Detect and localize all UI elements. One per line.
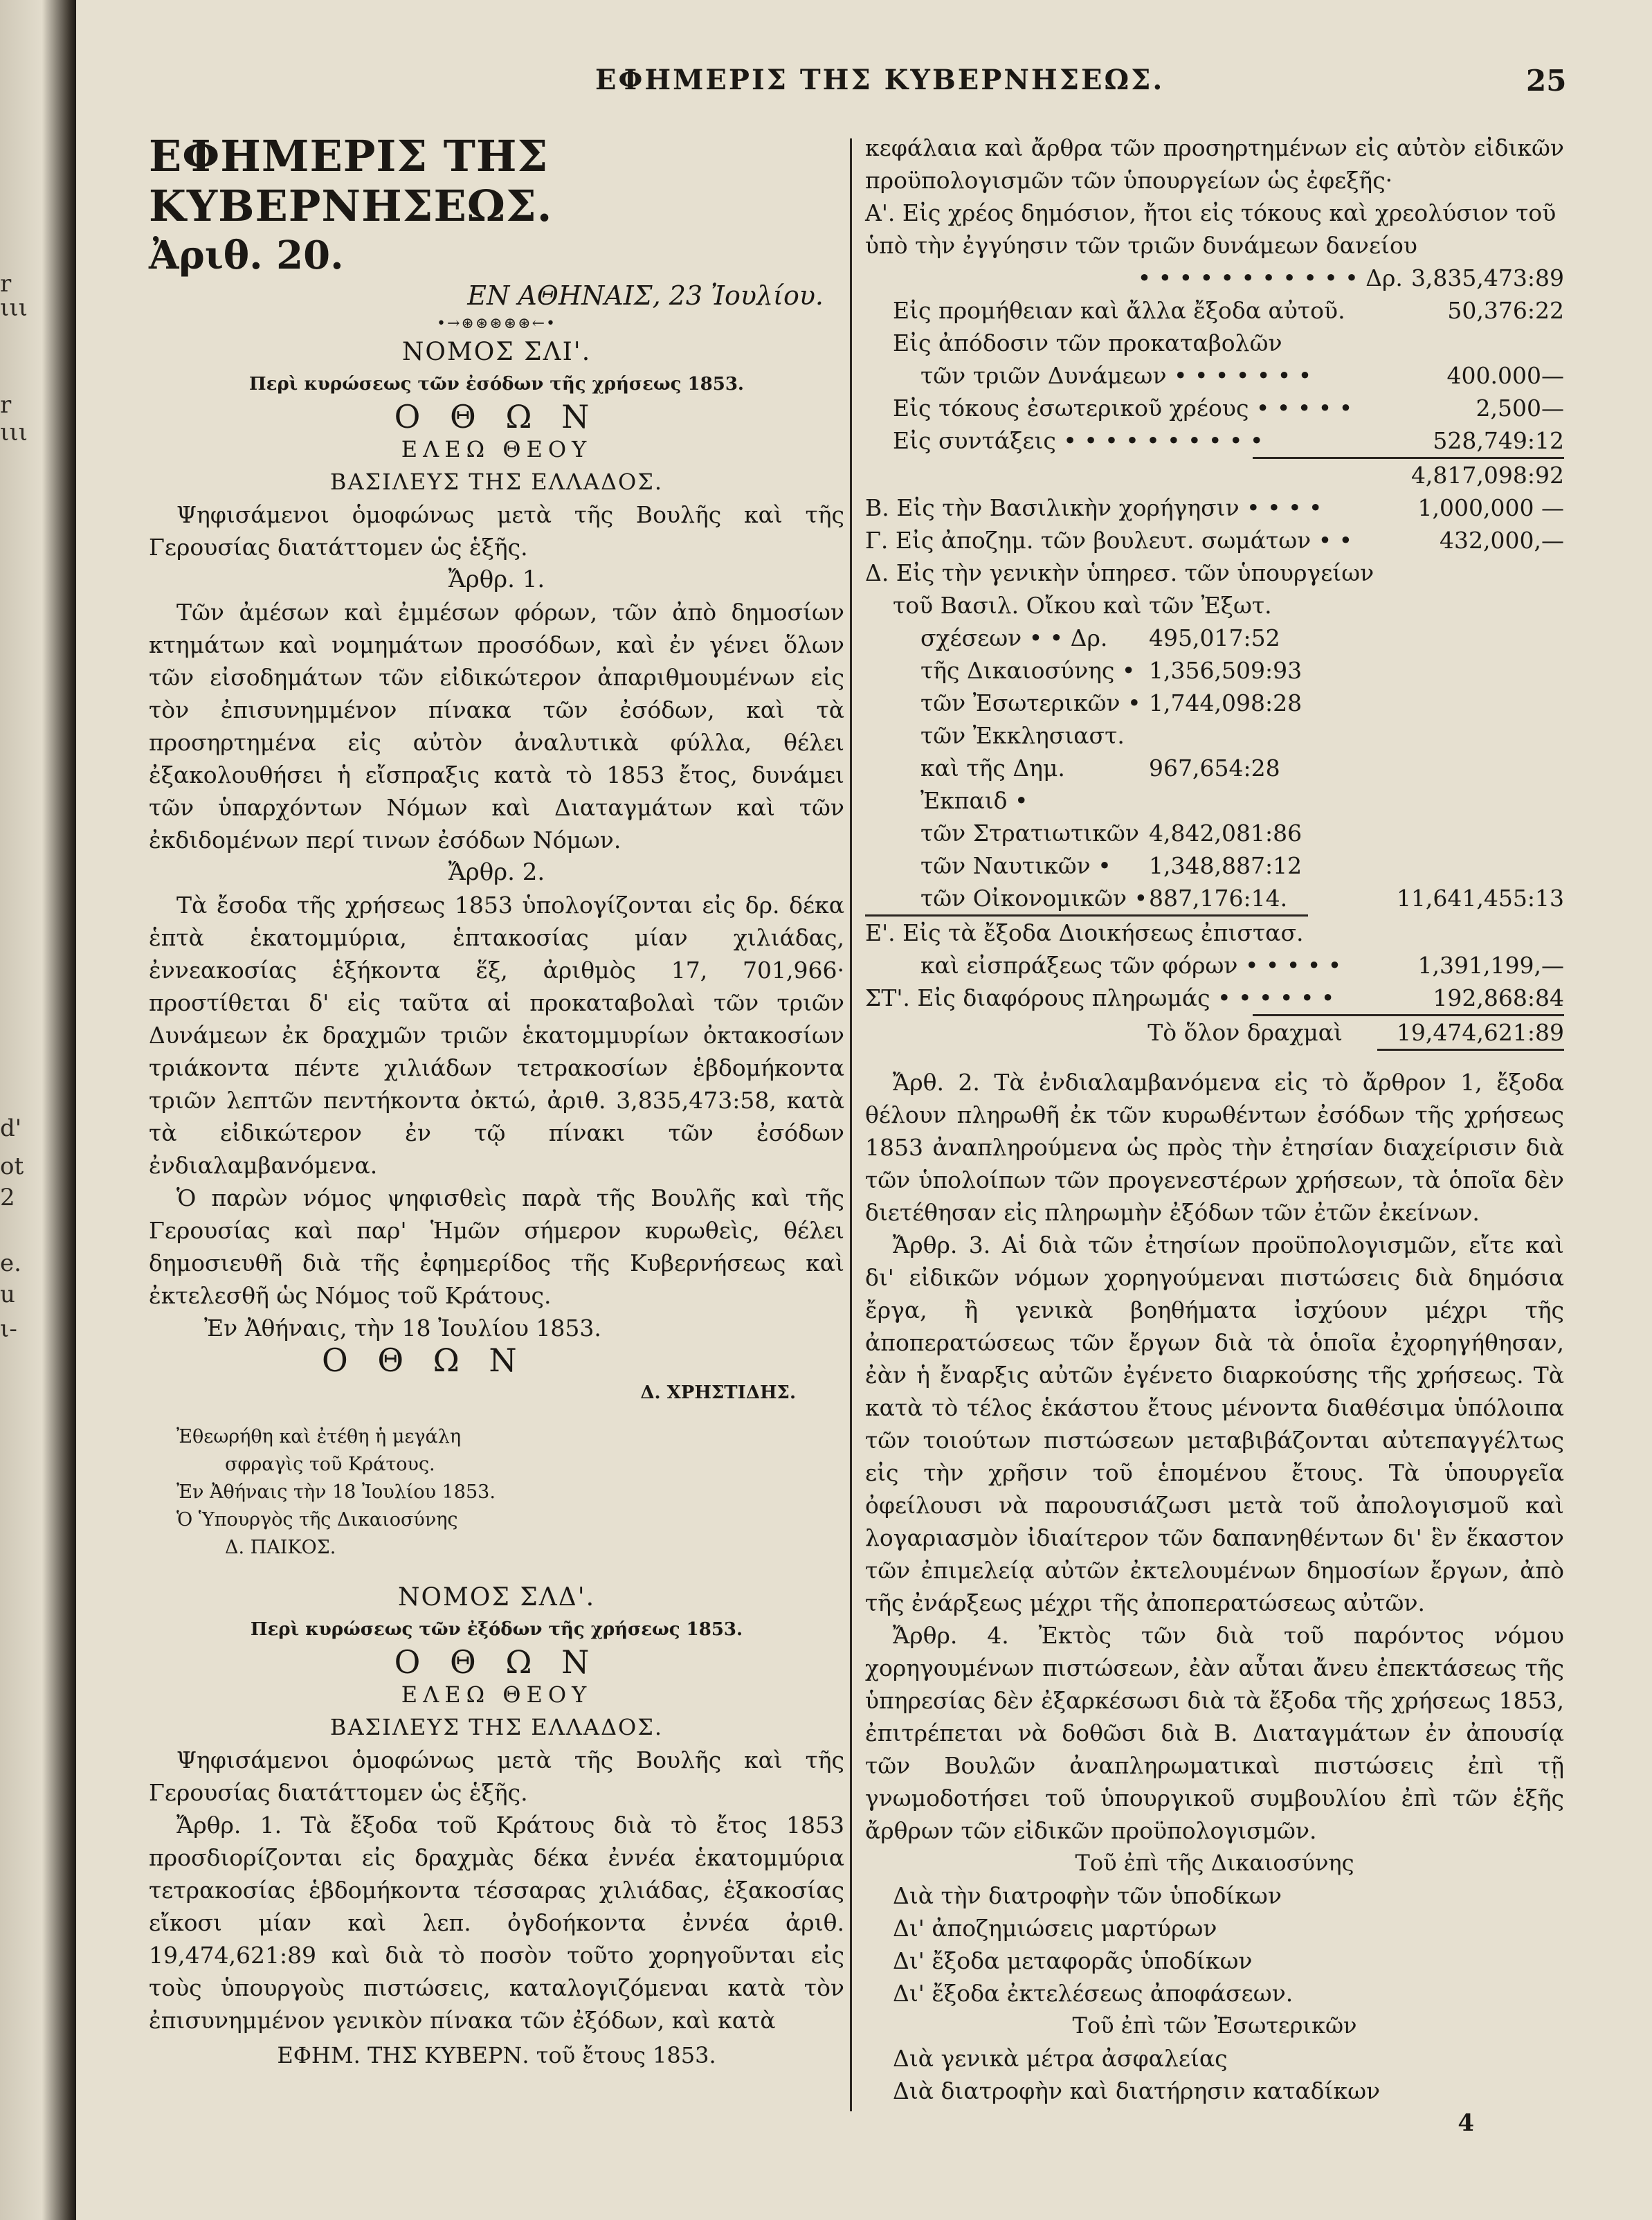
budget-amount: 3,835,473:89 bbox=[1410, 264, 1564, 291]
seal-note: Ἐν Ἀθήναις τὴν 18 Ἰουλίου 1853. bbox=[176, 1481, 496, 1503]
ministry-total bbox=[1350, 752, 1564, 817]
preamble: Ψηφισάμενοι ὁμοφώνως μετὰ τῆς Βουλῆς καὶ τῆς Γερουσίας διατάττομεν ὡς ἑξῆς. bbox=[149, 1747, 844, 1806]
seal-note: Δ. ΠΑΙΚΟΣ. bbox=[225, 1537, 336, 1558]
article-text: κεφάλαια καὶ ἄρθρα τῶν προσηρτημένων εἰς αὐτὸν εἰδικῶν προϋπολογισμῶν τῶν ὑπουργείων ὡς ἐφεξῆς· bbox=[865, 134, 1564, 194]
article-text: Ἄρθ. 2. Τὰ ἐνδιαλαμβανόμενα εἰς τὸ ἄρθρον 1, ἔξοδα θέλουν πληρωθῆ ἐκ τῶν κυρωθέντων ἐσόδων τῆς χρήσεως 1853 ἀναπληρούμενα ὡς πρὸς τὴν ἐτησίαν διαχείρισιν διὰ τῶν ὑπολοίπων τῶν προγενεστέρων χρήσεων, τὰ ὁποῖα δὲν διετέθησαν εἰς πληρωμὴν ἐξόδων τῶν ἐτῶν ἐκείνων. bbox=[865, 1069, 1564, 1226]
margin-fragment: d' bbox=[0, 1114, 22, 1142]
closing-clause: Ὁ παρὼν νόμος ψηφισθεὶς παρὰ τῆς Βουλῆς καὶ τῆς Γερουσίας καὶ παρ' Ἡμῶν σήμερον κυρωθεὶς, θέλει δημοσιευθῆ διὰ τῆς ἐφημερίδος τῆς Κυβερνήσεως καὶ ἐκτελεσθῆ ὡς Νόμος τοῦ Κράτους. bbox=[149, 1184, 844, 1309]
budget-row bbox=[865, 197, 1564, 262]
ministry-heading: Τοῦ ἐπὶ τῆς Δικαιοσύνης bbox=[1075, 1850, 1354, 1876]
margin-fragment: r bbox=[0, 391, 12, 419]
ministry-label: τῶν Στρατιωτικῶν bbox=[920, 820, 1139, 847]
by-grace-of-god: ΕΛΕΩ ΘΕΟΥ bbox=[401, 1681, 592, 1708]
law-subtitle: Περὶ κυρώσεως τῶν ἐσόδων τῆς χρήσεως 1853. bbox=[249, 374, 744, 395]
ministry-row bbox=[865, 687, 1564, 719]
leader-dots: • • • • • • • • • • • Δρ. bbox=[1137, 264, 1403, 291]
budget-row bbox=[865, 424, 1564, 457]
issue-number: Ἀριθ. 20. bbox=[149, 233, 344, 278]
budget-row bbox=[865, 524, 1564, 557]
budget-label: ΣΤ'. Εἰς διαφόρους πληρωμάς • • • • • • bbox=[865, 984, 1335, 1011]
ministry-label: τῶν Οἰκονομικῶν • bbox=[920, 885, 1148, 912]
budget-label: Α'. Εἰς χρέος δημόσιον, ἤτοι εἰς τόκους καὶ χρεολύσιον τοῦ ὑπὸ τὴν ἐγγύησιν τῶν τριῶν δυνάμεων δανείου bbox=[865, 199, 1556, 259]
ministry-total bbox=[1350, 622, 1564, 654]
grand-total-amount: 19,474,621:89 bbox=[1396, 1019, 1564, 1046]
article-heading: Ἄρθρ. 1. bbox=[448, 566, 545, 593]
budget-amount: 400.000— bbox=[1446, 362, 1564, 389]
budget-label: τοῦ Βασιλ. Οἴκου καὶ τῶν Ἐξωτ. bbox=[893, 592, 1272, 619]
margin-fragment: ι- bbox=[0, 1315, 17, 1343]
law-date: Ἐν Ἀθήναις, τὴν 18 Ἰουλίου 1853. bbox=[204, 1315, 601, 1342]
budget-row bbox=[865, 392, 1564, 424]
running-title: ΕΦΗΜΕΡΙΣ ΤΗΣ ΚΥΒΕΡΝΗΣΕΩΣ. bbox=[595, 64, 1165, 96]
ministry-heading: Τοῦ ἐπὶ τῶν Ἐσωτερικῶν bbox=[1072, 2012, 1357, 2039]
seal-note: σφραγὶς τοῦ Κράτους. bbox=[225, 1454, 435, 1475]
credit-item: Δι' ἔξοδα ἐκτελέσεως ἀποφάσεων. bbox=[893, 1980, 1294, 2007]
ministry-row bbox=[865, 719, 1564, 752]
budget-label: Εἰς τόκους ἐσωτερικοῦ χρέους • • • • • bbox=[893, 395, 1353, 422]
ministry-amount: 1,356,509:93 bbox=[1149, 657, 1302, 684]
king-name: Ο Θ Ω Ν bbox=[394, 1643, 599, 1681]
budget-row bbox=[865, 949, 1564, 982]
grand-total-row bbox=[865, 1016, 1564, 1049]
ministry-total bbox=[1350, 849, 1564, 882]
ministry-label: καὶ τῆς Δημ. Ἐκπαιδ • bbox=[920, 755, 1065, 814]
credit-item: Διὰ τὴν διατροφὴν τῶν ὑποδίκων bbox=[893, 1882, 1282, 1909]
budget-row bbox=[865, 491, 1564, 524]
budget-label: Εἰς συντάξεις • • • • • • • • • • bbox=[893, 427, 1264, 454]
article-text: Ἄρθρ. 4. Ἐκτὸς τῶν διὰ τοῦ παρόντος νόμου χορηγουμένων πιστώσεων, ἐὰν αὗται ἄνευ ἐπεκτάσεως τῆς ὑπηρεσίας δὲν ἐξαρκέσωσι διὰ τὰ ἔξοδα τῆς χρήσεως 1853, ἐπιτρέπεται νὰ δοθῶσι διὰ Β. Διαταγμάτων ἐν ἀπουσίᾳ τῶν Βουλῶν ἀναπληρωματικαὶ πιστώσεις ἐπὶ τῇ γνωμοδοτήσει τοῦ ὑπουργικοῦ συμβουλίου ἐπὶ τῶν ἑξῆς ἄρθρων τῶν εἰδικῶν προϋπολογισμῶν. bbox=[865, 1622, 1564, 1844]
ministry-amount bbox=[1149, 719, 1350, 752]
page-number: 25 bbox=[1526, 64, 1567, 98]
budget-label: Δ. Εἰς τὴν γενικὴν ὑπηρεσ. τῶν ὑπουργείων bbox=[865, 559, 1374, 586]
margin-fragment: r bbox=[0, 270, 12, 298]
budget-label: καὶ εἰσπράξεως τῶν φόρων • • • • • bbox=[920, 952, 1342, 979]
budget-label: τῶν τριῶν Δυνάμεων • • • • • • • bbox=[920, 362, 1312, 389]
credit-item: Δι' ἀποζημιώσεις μαρτύρων bbox=[893, 1915, 1217, 1942]
article-text: Τὰ ἔσοδα τῆς χρήσεως 1853 ὑπολογίζονται εἰς δρ. δέκα ἑπτὰ ἑκατομμύρια, ἑπτακοσίας μίαν χιλιάδας, ἐννεακοσίας ἑξήκοντα ἕξ, ἀριθμὸς 17, 701,966· προστίθεται δ' εἰς ταῦτα αἱ προκαταβολαὶ τῶν τριῶν Δυνάμεων ἐκ δραχμῶν τριῶν ἑκατομμυρίων ὀκτακοσίων τριάκοντα πέντε χιλιάδων τετρακοσίων ἑβδομήκοντα τριῶν λεπτῶν πεντήκοντα ὀκτώ, ἀριθ. 3,835,473:58, κατὰ τὰ εἰδικώτερον ἐν τῷ πίνακι τῶν ἐσόδων ἐνδιαλαμβανόμενα. bbox=[149, 892, 844, 1179]
ministry-total: 11,641,455:13 bbox=[1396, 885, 1564, 912]
budget-label: Εἰς προμήθειαν καὶ ἄλλα ἔξοδα αὐτοῦ. bbox=[893, 297, 1345, 324]
ministry-breakdown bbox=[865, 622, 1564, 914]
margin-fragment: ot bbox=[0, 1153, 24, 1180]
ornament-rule: •→⊛⊛⊛⊛⊛←• bbox=[437, 315, 556, 332]
seal-note: Ὁ Ὑπουργὸς τῆς Δικαιοσύνης bbox=[176, 1509, 458, 1531]
margin-fragment: e. bbox=[0, 1249, 21, 1277]
masthead: ΕΦΗΜΕΡΙΣ ΤΗΣ ΚΥΒΕΡΝΗΣΕΩΣ. bbox=[149, 131, 553, 231]
budget-row bbox=[865, 327, 1564, 359]
budget-amount: 1,391,199,— bbox=[1417, 952, 1564, 979]
article-text: Ἄρθρ. 1. Τὰ ἔξοδα τοῦ Κράτους διὰ τὸ ἔτος 1853 προσδιορίζονται εἰς δραχμὰς δέκα ἐννέα ἑκατομμύρια τετρακοσίας ἑβδομήκοντα τέσσαρας χιλιάδας, ἑξακοσίας εἴκοσι μίαν καὶ λεπ. ὀγδοήκοντα ἐννέα ἀριθ. 19,474,621:89 καὶ διὰ τὸ ποσὸν τοῦτο χορηγοῦνται εἰς τοὺς ὑπουργοὺς πιστώσεις, καταλογιζόμεναι κατὰ τὸν ἐπισυνημμένον γενικὸν πίνακα τῶν ἐξόδων, καὶ κατὰ bbox=[149, 1812, 844, 2034]
credit-item: Δι' ἔξοδα μεταφορᾶς ὑποδίκων bbox=[893, 1947, 1253, 1974]
margin-fragment: ιιι bbox=[0, 419, 28, 446]
preamble: Ψηφισάμενοι ὁμοφώνως μετὰ τῆς Βουλῆς καὶ τῆς Γερουσίας διατάττομεν ὡς ἑξῆς. bbox=[149, 501, 844, 561]
ministry-amount: 4,842,081:86 bbox=[1149, 820, 1302, 847]
ministry-total bbox=[1350, 817, 1564, 849]
budget-amount: 2,500— bbox=[1476, 395, 1564, 422]
ministry-total bbox=[1350, 654, 1564, 687]
right-column bbox=[865, 132, 1564, 2140]
ministry-label: σχέσεων • • Δρ. bbox=[920, 624, 1108, 651]
budget-amount: 50,376:22 bbox=[1447, 297, 1564, 324]
left-column bbox=[149, 132, 844, 2072]
ministry-amount: 495,017:52 bbox=[1149, 624, 1280, 651]
ministry-amount: 967,654:28 bbox=[1149, 755, 1280, 782]
budget-row bbox=[865, 294, 1564, 327]
king-name: Ο Θ Ω Ν bbox=[394, 398, 599, 435]
law-subtitle: Περὶ κυρώσεως τῶν ἐξόδων τῆς χρήσεως 1853. bbox=[250, 1619, 743, 1640]
credit-item: Διὰ διατροφὴν καὶ διατήρησιν καταδίκων bbox=[893, 2077, 1381, 2104]
budget-label: Εἰς ἀπόδοσιν τῶν προκαταβολῶν bbox=[893, 330, 1282, 357]
budget-row bbox=[865, 359, 1564, 392]
place-date: ΕΝ ΑΘΗΝΑΙΣ, 23 Ἰουλίου. bbox=[467, 280, 824, 311]
column-divider bbox=[850, 138, 852, 2111]
minister-signature: Δ. ΧΡΗΣΤΙΔΗΣ. bbox=[640, 1382, 796, 1403]
ministry-amount: 1,348,887:12 bbox=[1149, 852, 1302, 879]
law-title: ΝΟΜΟΣ ΣΛΔ'. bbox=[397, 1583, 596, 1612]
ministry-label: τῆς Δικαιοσύνης • bbox=[920, 657, 1136, 684]
budget-row bbox=[865, 262, 1564, 294]
margin-fragment: u bbox=[0, 1281, 15, 1308]
ministry-label: τῶν Ἐκκλησιαστ. bbox=[920, 722, 1125, 749]
budget-amount: 528,749:12 bbox=[1433, 427, 1564, 454]
margin-fragment: ιιι bbox=[0, 294, 28, 322]
margin-fragment: 2 bbox=[0, 1184, 15, 1211]
interior-list bbox=[865, 2042, 1564, 2107]
credit-item: Διὰ γενικὰ μέτρα ἀσφαλείας bbox=[893, 2045, 1228, 2072]
ministry-row bbox=[865, 849, 1564, 882]
grand-total-label: Τὸ ὅλον δραχμαὶ bbox=[1147, 1019, 1343, 1046]
seal-note: Ἐθεωρήθη καὶ ἐτέθη ἡ μεγάλη bbox=[176, 1426, 462, 1447]
ministry-amount: 887,176:14. bbox=[1149, 885, 1288, 912]
ministry-amount: 1,744,098:28 bbox=[1149, 689, 1302, 716]
budget-label: Γ. Εἰς ἀποζημ. τῶν βουλευτ. σωμάτων • • bbox=[865, 527, 1353, 554]
ministry-total bbox=[1350, 687, 1564, 719]
budget-row bbox=[865, 982, 1564, 1014]
article-text: Ἄρθρ. 3. Αἱ διὰ τῶν ἐτησίων προϋπολογισμῶν, εἴτε καὶ δι' εἰδικῶν νόμων χορηγούμεναι πιστώσεις διὰ δημόσια ἔργα, ἢ γενικὰ βοηθήματα ἰσχύουν μέχρι τῆς ἀποπερατώσεως τῶν ἔργων διὰ τὰ ὁποῖα ἐχορηγήθησαν, ἐὰν ἡ ἔναρξις αὐτῶν ἐγένετο διαρκούσης τῆς χρήσεως. Τὰ κατὰ τὸ τέλος ἑκάστου ἔτους μένοντα διαθέσιμα ὑπόλοιπα τῶν τοιούτων πιστώσεων μεταβιβάζονται αὐτεπαγγέλτως εἰς τὴν χρῆσιν τοῦ ἑπομένου ἔτους. Τὰ ὑπουργεῖα ὀφείλουσι νὰ παρουσιάζωσι μετὰ τοῦ ἀπολογισμοῦ καὶ λογαριασμὸν ἰδιαίτερον τῶν δαπανηθέντων δι' ἓν ἕκαστον τῶν ἐπιμελείᾳ αὐτῶν ἐκτελουμένων δημοσίων ἔργων, ἀπὸ τῆς ἐνάρξεως μέχρι τῆς ἀποπερατώσεως αὐτῶν. bbox=[865, 1231, 1564, 1616]
justice-list bbox=[865, 1879, 1564, 2010]
king-signature: Ο Θ Ω Ν bbox=[322, 1342, 527, 1379]
article-text: Τῶν ἀμέσων καὶ ἐμμέσων φόρων, τῶν ἀπὸ δημοσίων κτημάτων καὶ νομημάτων προσόδων, καὶ ἐν γένει ὅλων τῶν εἰσοδημάτων τῶν εἰδικώτερον ἀπαριθμουμένων εἰς τὸν ἐπισυνημμένον πίνακα τῶν ἐσόδων, καὶ τὰ προσηρτημένα εἰς αὐτὸν ἀναλυτικὰ φύλλα, θέλει ἐξακολουθήσει ἡ εἴσπραξις κατὰ τὸ 1853 ἔτος, δυνάμει τῶν ὑπαρχόντων Νόμων καὶ Διαταγμάτων καὶ τῶν ἐκδιδομένων περί τινων ἐσόδων Νόμων. bbox=[149, 599, 844, 854]
ministry-total bbox=[1350, 719, 1564, 752]
subtotal: 4,817,098:92 bbox=[1410, 462, 1564, 489]
article-heading: Ἄρθρ. 2. bbox=[448, 858, 545, 886]
budget-label: Β. Εἰς τὴν Βασιλικὴν χορήγησιν • • • • bbox=[865, 494, 1323, 521]
ministry-row bbox=[865, 752, 1564, 817]
ministry-label: τῶν Ναυτικῶν • bbox=[920, 852, 1111, 879]
by-grace-of-god: ΕΛΕΩ ΘΕΟΥ bbox=[401, 436, 592, 462]
ministry-row bbox=[865, 817, 1564, 849]
budget-amount: 432,000,— bbox=[1440, 527, 1564, 554]
sheet-number: 4 bbox=[1458, 2109, 1474, 2137]
budget-label: Ε'. Εἰς τὰ ἔξοδα Διοικήσεως ἐπιστασ. bbox=[865, 919, 1304, 946]
book-spine bbox=[0, 0, 76, 2220]
ministry-row bbox=[865, 622, 1564, 654]
ministry-row bbox=[865, 654, 1564, 687]
king-title: ΒΑΣΙΛΕΥΣ ΤΗΣ ΕΛΛΑΔΟΣ. bbox=[329, 469, 664, 495]
page-footer: ΕΦΗΜ. ΤΗΣ ΚΥΒΕΡΝ. τοῦ ἔτους 1853. bbox=[277, 2042, 716, 2068]
ministry-row bbox=[865, 882, 1564, 914]
budget-amount: 192,868:84 bbox=[1433, 984, 1564, 1011]
budget-amount: 1,000,000 — bbox=[1417, 494, 1564, 521]
law-title: ΝΟΜΟΣ ΣΛΙ'. bbox=[401, 338, 592, 366]
ministry-label: τῶν Ἐσωτερικῶν • bbox=[920, 689, 1141, 716]
king-title: ΒΑΣΙΛΕΥΣ ΤΗΣ ΕΛΛΑΔΟΣ. bbox=[329, 1714, 664, 1740]
